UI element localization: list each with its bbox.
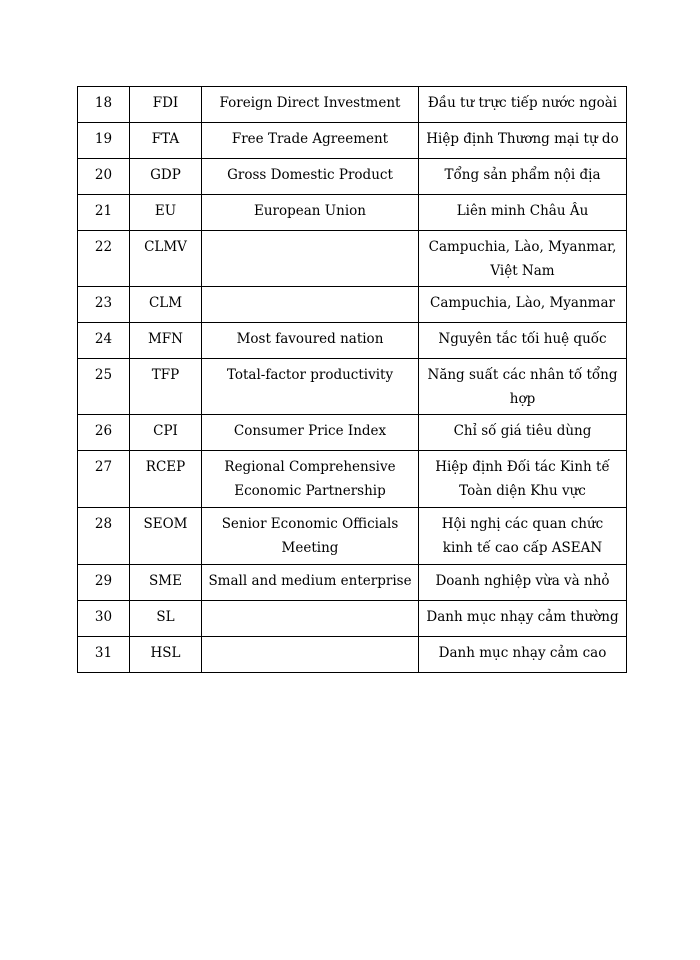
table-row	[78, 508, 627, 565]
vietnamese-term: Hiệp định Đối tác Kinh tế Toàn diện Khu vực	[419, 451, 627, 508]
english-term	[202, 601, 419, 637]
abbreviations-table	[77, 86, 627, 673]
row-number: 22	[78, 231, 130, 287]
abbreviation: EU	[130, 195, 202, 231]
english-term: Senior Economic Officials Meeting	[202, 508, 419, 565]
abbreviation: FDI	[130, 87, 202, 123]
english-term: Free Trade Agreement	[202, 123, 419, 159]
vietnamese-term: Đầu tư trực tiếp nước ngoài	[419, 87, 627, 123]
table-row	[78, 87, 627, 123]
abbreviation: RCEP	[130, 451, 202, 508]
vietnamese-term: Danh mục nhạy cảm thường	[419, 601, 627, 637]
vietnamese-term: Hội nghị các quan chức kinh tế cao cấp ASEAN	[419, 508, 627, 565]
abbreviation: HSL	[130, 637, 202, 673]
vietnamese-term: Danh mục nhạy cảm cao	[419, 637, 627, 673]
abbreviation: SME	[130, 565, 202, 601]
vietnamese-term: Năng suất các nhân tố tổng hợp	[419, 359, 627, 415]
abbreviation: FTA	[130, 123, 202, 159]
english-term: Total-factor productivity	[202, 359, 419, 415]
row-number: 30	[78, 601, 130, 637]
vietnamese-term: Liên minh Châu Âu	[419, 195, 627, 231]
vietnamese-term: Campuchia, Lào, Myanmar	[419, 287, 627, 323]
row-number: 19	[78, 123, 130, 159]
abbreviation: GDP	[130, 159, 202, 195]
table-row	[78, 323, 627, 359]
english-term	[202, 231, 419, 287]
english-term: Consumer Price Index	[202, 415, 419, 451]
table-row	[78, 601, 627, 637]
table-row	[78, 451, 627, 508]
table-row	[78, 231, 627, 287]
table-row	[78, 123, 627, 159]
vietnamese-term: Chỉ số giá tiêu dùng	[419, 415, 627, 451]
row-number: 18	[78, 87, 130, 123]
row-number: 20	[78, 159, 130, 195]
vietnamese-term: Tổng sản phẩm nội địa	[419, 159, 627, 195]
row-number: 23	[78, 287, 130, 323]
abbreviation: TFP	[130, 359, 202, 415]
vietnamese-term: Doanh nghiệp vừa và nhỏ	[419, 565, 627, 601]
abbreviation: CLMV	[130, 231, 202, 287]
english-term: Regional Comprehensive Economic Partnership	[202, 451, 419, 508]
abbreviation: CLM	[130, 287, 202, 323]
row-number: 26	[78, 415, 130, 451]
abbreviation: SL	[130, 601, 202, 637]
table-row	[78, 287, 627, 323]
abbreviation: MFN	[130, 323, 202, 359]
row-number: 25	[78, 359, 130, 415]
table-row	[78, 359, 627, 415]
table-row	[78, 637, 627, 673]
table-row	[78, 415, 627, 451]
english-term	[202, 637, 419, 673]
abbreviation: CPI	[130, 415, 202, 451]
row-number: 28	[78, 508, 130, 565]
vietnamese-term: Hiệp định Thương mại tự do	[419, 123, 627, 159]
row-number: 21	[78, 195, 130, 231]
english-term: Gross Domestic Product	[202, 159, 419, 195]
vietnamese-term: Campuchia, Lào, Myanmar, Việt Nam	[419, 231, 627, 287]
vietnamese-term: Nguyên tắc tối huệ quốc	[419, 323, 627, 359]
row-number: 24	[78, 323, 130, 359]
english-term: Foreign Direct Investment	[202, 87, 419, 123]
table-row	[78, 565, 627, 601]
english-term: European Union	[202, 195, 419, 231]
row-number: 31	[78, 637, 130, 673]
table-row	[78, 159, 627, 195]
row-number: 27	[78, 451, 130, 508]
table-row	[78, 195, 627, 231]
row-number: 29	[78, 565, 130, 601]
abbreviation: SEOM	[130, 508, 202, 565]
english-term: Small and medium enterprise	[202, 565, 419, 601]
english-term	[202, 287, 419, 323]
english-term: Most favoured nation	[202, 323, 419, 359]
